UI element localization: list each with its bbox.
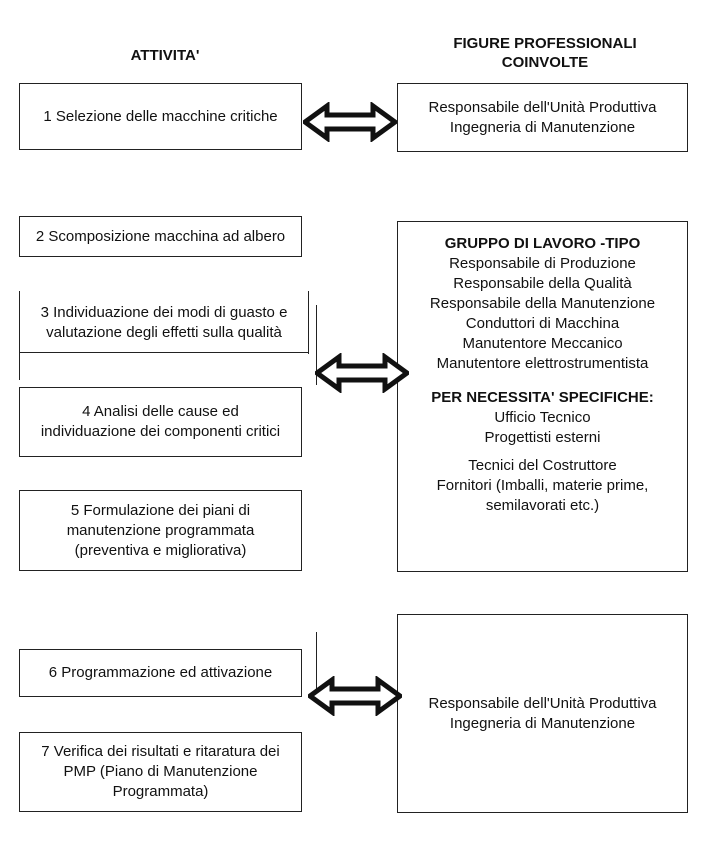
external-role: Fornitori (Imballi, materie prime,: [436, 477, 649, 494]
roles-bottom-line-1: Responsabile dell'Unità Produttiva: [428, 694, 657, 712]
activity-7-line-2: PMP (Piano di Manutenzione: [63, 763, 258, 780]
working-group-box: [397, 221, 688, 572]
group-member: Responsabile della Manutenzione: [429, 295, 656, 312]
activity-7-line-1: 7 Verifica dei risultati e ritaratura dei: [41, 743, 280, 760]
activity-1-text: 1 Selezione delle macchine critiche: [43, 107, 278, 125]
external-role: Tecnici del Costruttore: [468, 457, 617, 474]
roles-header-line-1: FIGURE PROFESSIONALI: [453, 35, 637, 52]
activity-5-line-3: (preventiva e migliorativa): [74, 541, 247, 559]
roles-top-line-2: Ingegneria di Manutenzione: [449, 118, 636, 136]
roles-bottom-line-2: Ingegneria di Manutenzione: [449, 714, 636, 732]
activity-3-line-1: 3 Individuazione dei modi di guasto e: [40, 303, 288, 321]
roles-top-box: [397, 83, 688, 152]
activity-3-box: [19, 291, 309, 354]
specific-role: Progettisti esterni: [484, 429, 601, 446]
activity-3-underline: [19, 352, 309, 353]
activity-4-box: [19, 387, 302, 457]
roles-top-line-1: Responsabile dell'Unità Produttiva: [428, 98, 657, 116]
working-group-title: GRUPPO DI LAVORO -TIPO: [444, 235, 641, 252]
activity-4-line-1: 4 Analisi delle cause ed: [82, 403, 239, 420]
activity-4-line-2: individuazione dei componenti critici: [40, 423, 281, 440]
activity-3-line-2: valutazione degli effetti sulla qualità: [46, 323, 282, 341]
group-member: Responsabile della Qualità: [453, 275, 632, 292]
activity-6-text: 6 Programmazione ed attivazione: [48, 664, 273, 681]
group-member: Manutentore elettrostrumentista: [436, 355, 649, 372]
group-member: Manutentore Meccanico: [462, 335, 623, 352]
group-member: Responsabile di Produzione: [449, 255, 636, 272]
activity-6-box: [19, 649, 302, 697]
activity-5-line-1: 5 Formulazione dei piani di: [70, 501, 251, 519]
double-arrow-icon: [308, 676, 402, 716]
activity-7-box: [19, 732, 302, 812]
activity-5-line-2: manutenzione programmata: [66, 521, 255, 539]
roles-bottom-box: [397, 614, 688, 813]
double-arrow-icon: [303, 102, 397, 142]
specific-needs-title: PER NECESSITA' SPECIFICHE:: [431, 389, 654, 406]
activity-1-box: [19, 83, 302, 150]
activity-5-box: [19, 490, 302, 571]
group-member: Conduttori di Macchina: [465, 315, 620, 332]
activity-2-text: 2 Scomposizione macchina ad albero: [35, 227, 286, 245]
activity-3-bottom-rule: [19, 352, 20, 380]
activities-header: ATTIVITA': [130, 47, 200, 64]
roles-header: [400, 34, 690, 72]
activity-2-box: [19, 216, 302, 257]
double-arrow-icon: [315, 353, 409, 393]
external-role: semilavorati etc.): [485, 497, 600, 514]
activity-7-line-3: Programmata): [112, 783, 209, 800]
specific-role: Ufficio Tecnico: [494, 409, 591, 426]
roles-header-line-2: COINVOLTE: [501, 54, 589, 71]
